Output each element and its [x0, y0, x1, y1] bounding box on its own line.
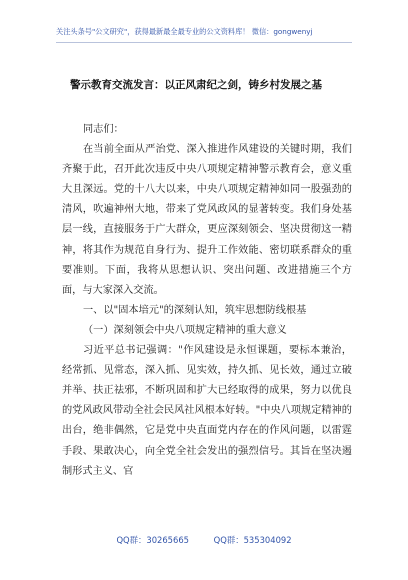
- header-bar: [0, 0, 408, 56]
- footer: [0, 534, 408, 546]
- paragraph-quote: 习近平总书记强调："作风建设是永恒课题，要标本兼治，经常抓、见常态，深入抓、见实效，持久抓、见长效，通过立破并举、扶正祛邪，不断巩固和扩大已经取得的成果，努力以优良的党风政风带动全社会民风社风根本好转。"中央八项规定精神的出台，绝非偶然，它是党中央直面党内存在的作风问题，以雷霆手段、果敢决心，向全党全社会发出的强烈信号。其旨在坚决遏制形式主义、官: [62, 345, 352, 477]
- section-heading: 一、以"固本培元"的深刻认知，筑牢思想防线根基: [83, 304, 307, 316]
- greeting: 同志们：: [83, 124, 124, 135]
- document-body: [62, 120, 352, 482]
- subsection-heading: （一）深刻领会中央八项规定精神的重大意义: [83, 324, 287, 336]
- header-divider: [56, 42, 352, 43]
- paragraph-intro: 在当前全面从严治党、深入推进作风建设的关键时期，我们齐聚于此，召开此次违反中央八项规定精神警示教育会，意义重大且深远。党的十八大以来，中央八项规定精神如同一股强劲的清风，吹遍神州大地，带来了党风政风的显著转变。我们身处基层一线，直接服务于广大群众，更应深刻领会、坚决贯彻这一精神，将其作为规范自身行为、提升工作效能、密切联系群众的重要准则。下面，我将从思想认识、突出问题、改进措施三个方面，与大家深入交流。: [62, 144, 352, 296]
- footer-qq-group-2: QQ群：535304092: [213, 535, 292, 545]
- document-title: 警示教育交流发言：以正风肃纪之剑，铸乡村发展之基: [70, 79, 322, 91]
- footer-qq-group-1: QQ群：30265665: [116, 535, 189, 545]
- header-notice: 关注头条号"公文研究"，获得最新最全最专业的公文资料库！ 微信：gongwenyj: [56, 27, 313, 36]
